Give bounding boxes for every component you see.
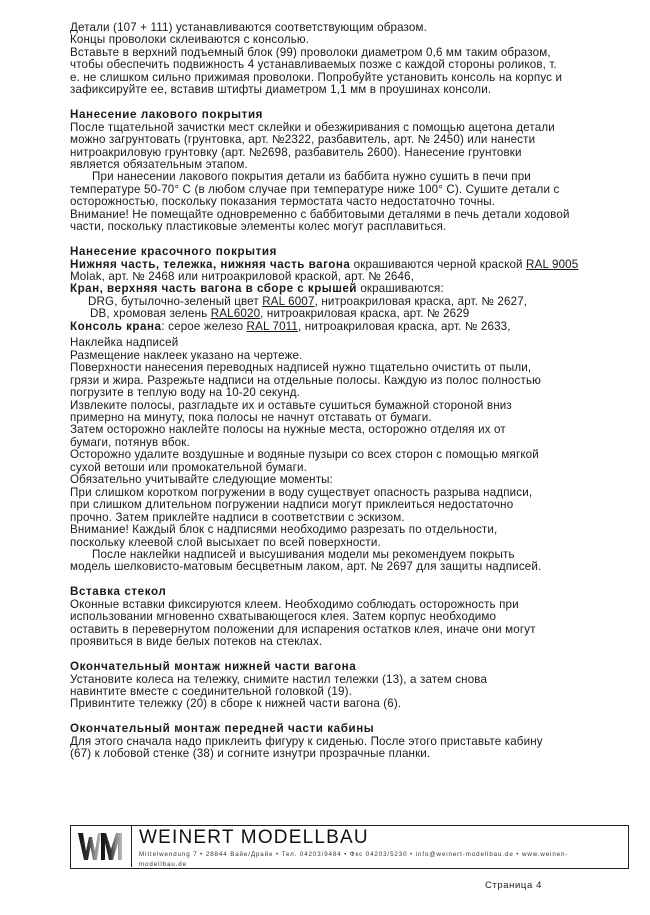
paint-text: окрашиваются черной краской: [350, 257, 527, 271]
part-name: Консоль крана: [70, 319, 162, 333]
paint-line: Molak, арт. № 2468 или нитроакриловой краской, арт. № 2646,: [70, 270, 415, 284]
paint-section: [70, 246, 640, 333]
paragraph-line: использовании мгновенно схватывающегося клея. Затем корпус необходимо: [70, 610, 497, 624]
paragraph-line: Внимание! Не помещайте одновременно с баббитовыми деталями в печь детали ходовой: [70, 207, 570, 221]
ral-code: RAL6020: [210, 307, 261, 321]
section-heading: Вставка стекол: [70, 585, 167, 599]
ral-code: RAL 6007: [262, 294, 315, 308]
glass-section: [70, 586, 640, 648]
decals-section: [70, 337, 640, 574]
paragraph-line: Для этого сначала надо приклеить фигуру к сиденью. После этого приставьте кабину: [70, 734, 543, 748]
paragraph-line: части, поскольку пластиковые элементы колес могут расплавиться.: [70, 220, 447, 234]
paragraph-line: Детали (107 + 111) устанавливаются соответствующим образом.: [70, 21, 427, 34]
paragraph-line: При слишком коротком погружении в воду существует опасность разрыва надписи,: [70, 485, 533, 499]
paragraph-line: нитроакриловую грунтовку (арт. №2698, разбавитель 2600). Нанесение грунтовки: [70, 145, 522, 159]
paragraph-line: бумаги, потянув вбок.: [70, 435, 190, 449]
paragraph-line: навинтите вместе с соединительной головкой (19).: [70, 684, 352, 698]
paragraph-line: Затем осторожно наклейте полосы на нужные места, осторожно отделяя их от: [70, 423, 506, 437]
paragraph-line: После наклейки надписей и высушивания модели мы рекомендуем покрыть: [92, 548, 515, 561]
company-footer: [70, 825, 629, 869]
document-body: [70, 22, 640, 761]
lower-assembly-section: [70, 661, 640, 711]
paragraph-line: зафиксируйте ее, вставив штифты диаметром 1,1 мм в проушинах консоли.: [70, 83, 492, 97]
paragraph-line: проявиться в виде белых потеков на стеклах.: [70, 635, 323, 649]
paint-line: [70, 321, 640, 333]
lacquer-section: [70, 109, 640, 234]
paint-text: , нитроакриловая краска, арт. № 2627,: [314, 294, 528, 308]
paragraph-line: Осторожно удалите воздушные и водяные пузыри со всех сторон с помощью мягкой: [70, 448, 539, 462]
paragraph-line: Установите колеса на тележку, снимите настил тележки (13), а затем снова: [70, 672, 488, 686]
paragraph-line: При нанесении лакового покрытия детали из баббита нужно сушить в печи при: [92, 170, 531, 184]
paragraph-line: Оконные вставки фиксируются клеем. Необходимо соблюдать осторожность при: [70, 597, 519, 611]
paragraph-line: погрузите в теплую воду на 10-20 секунд.: [70, 386, 301, 400]
paragraph-line: е. не слишком сильно прижимая проволоки. Попробуйте установить консоль на корпус и: [70, 70, 563, 84]
cabin-assembly-section: [70, 723, 640, 760]
paragraph-line: является обязательным этапом.: [70, 157, 248, 171]
paragraph-line: Поверхности нанесения переводных надписей нужно тщательно очистить от пыли,: [70, 361, 532, 375]
ral-code: RAL 7011: [246, 319, 299, 333]
paragraph-line: Извлеките полосы, разгладьте их и оставьте сушиться бумажной стороной вниз: [70, 398, 512, 412]
weinert-logo: [71, 826, 132, 867]
paragraph-line: (67) к лобовой стенке (38) и согните изнутри прозрачные планки.: [70, 747, 431, 761]
paragraph-line: грязи и жира. Разрежьте надписи на отдельные полосы. Каждую из полос полностью: [70, 373, 541, 387]
paragraph-line: чтобы обеспечить подвижность 4 устанавливаемых позже с каждой стороны роликов, т.: [70, 58, 557, 72]
address-line: Mittelwendung 7 • 28844 Вайе/Драйе • Тел. 04203/9484 • Фкс 04203/5230 • info@weinert-modellbau.de • www.weinen-: [139, 851, 569, 858]
section-heading: Нанесение лакового покрытия: [70, 108, 264, 122]
section-heading: Окончательный монтаж нижней части вагона: [70, 660, 357, 674]
paragraph-line: Внимание! Каждый блок с надписями необходимо разрезать по отдельности,: [70, 523, 498, 537]
paragraph-line: Привинтите тележку (20) в сборе к нижней части вагона (6).: [70, 697, 402, 711]
part-name: Нижняя часть, тележка, нижняя часть вагона: [70, 257, 351, 271]
page-number: Страница 4: [485, 880, 542, 891]
paragraph-line: примерно на минуту, пока полосы не начнут отставать от бумаги.: [70, 411, 432, 425]
paint-text: DB, хромовая зелень: [90, 307, 211, 321]
section-heading: Наклейка надписей: [70, 336, 179, 350]
paragraph-line: осторожностью, поскольку показания термостата часто недостаточно точны.: [70, 195, 496, 209]
paragraph-line: Вставьте в верхний подъемный блок (99) проволоки диаметром 0,6 мм таким образом,: [70, 45, 551, 59]
paint-text: DRG, бутылочно-зеленый цвет: [88, 294, 263, 308]
paint-text: , нитроакриловая краска, арт. № 2633,: [298, 319, 511, 333]
company-address: [139, 850, 624, 869]
paragraph-line: можно загрунтовать (грунтовка, арт. №2322, разбавитель, арт. № 2450) или нанести: [70, 133, 536, 147]
part-name: Кран, верхняя часть вагона в сборе с крышей: [70, 282, 357, 296]
paragraph-line: сухой ветоши или промокательной бумаги.: [70, 460, 308, 474]
address-line: modellbau.de: [139, 860, 187, 868]
intro-section: [70, 22, 640, 97]
paragraph-line: температуре 50-70° C (в любом случае при температуре ниже 100° C). Сушите детали с: [70, 182, 560, 196]
wm-logo-icon: [77, 831, 125, 862]
ral-code: RAL 9005: [526, 257, 579, 271]
paragraph-line: поскольку клеевой слой высыхает по всей поверхности.: [70, 535, 381, 549]
paint-text: : серое железо: [161, 319, 247, 333]
paint-text: окрашиваются:: [356, 282, 444, 296]
paragraph-line: Обязательно учитывайте следующие моменты:: [70, 473, 334, 487]
brand-name: WEINERT MODELLBAU: [139, 827, 369, 848]
paragraph-line: оставить в перевернутом положении для испарения остатков клея, иначе они могут: [70, 622, 536, 636]
paint-text: , нитроакриловая краска, арт. № 2629: [260, 307, 470, 321]
section-heading: Окончательный монтаж передней части кабины: [70, 722, 375, 736]
section-heading: Нанесение красочного покрытия: [70, 245, 278, 259]
paragraph-line: Концы проволоки склеиваются с консолью.: [70, 33, 310, 47]
paragraph-line: модель шелковисто-матовым бесцветным лаком, арт. № 2697 для защиты надписей.: [70, 560, 542, 574]
paragraph-line: прочно. Затем приклейте надписи в соответствии с эскизом.: [70, 510, 405, 524]
paragraph-line: После тщательной зачистки мест склейки и обезжиривания с помощью ацетона детали: [70, 120, 555, 134]
paragraph-line: при слишком длительном погружении надписи могут приклеиться недостаточно: [70, 498, 514, 512]
paragraph-line: Размещение наклеек указано на чертеже.: [70, 348, 303, 362]
